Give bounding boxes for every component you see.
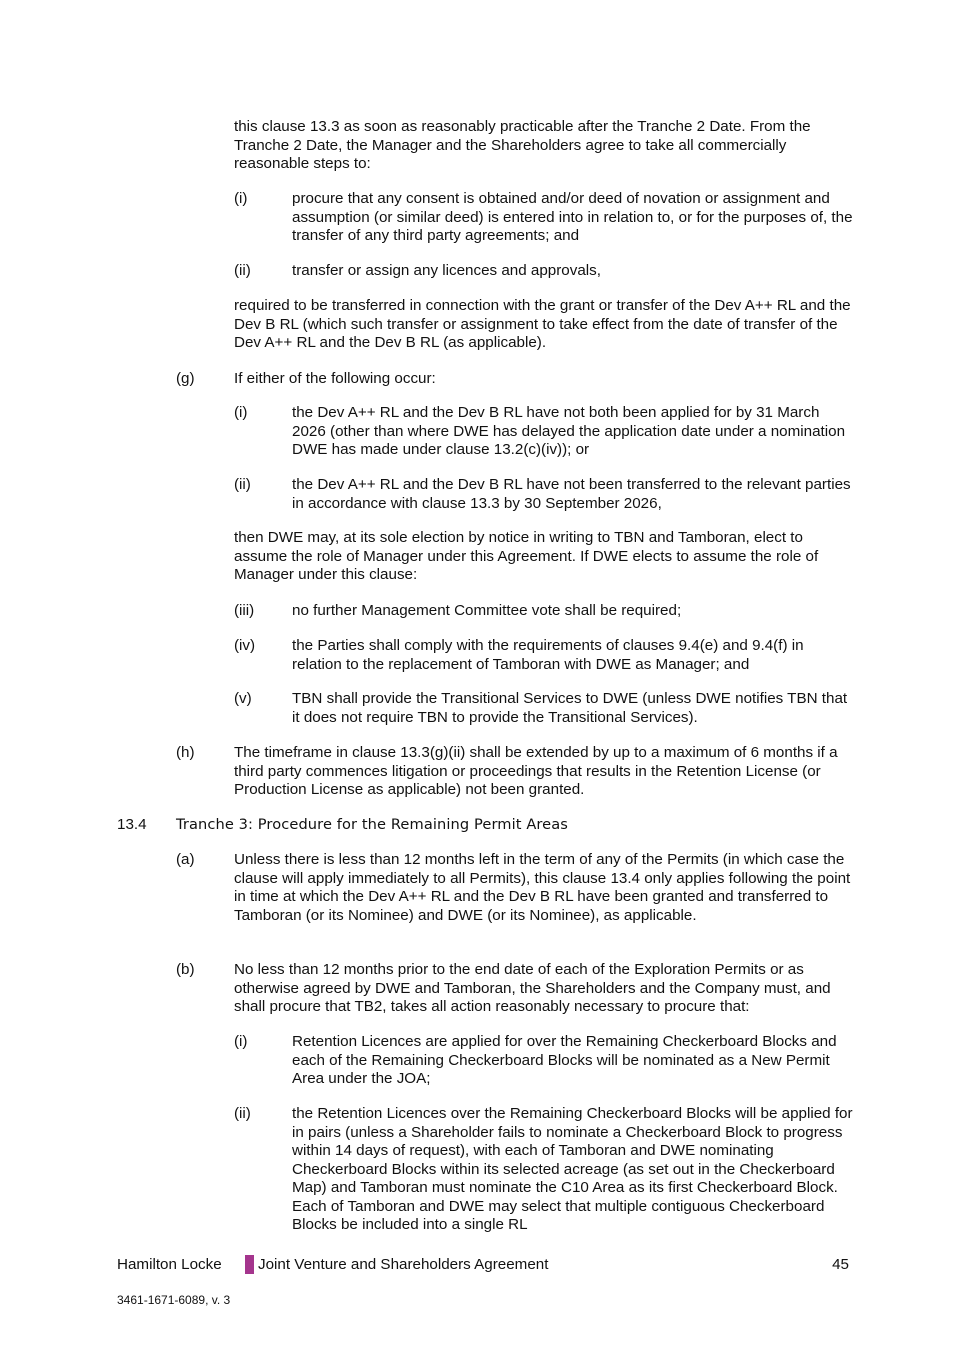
clause-b-label: (b)	[176, 961, 195, 978]
g-item-4-text: the Parties shall comply with the requirements of clauses 9.4(e) and 9.4(f) in relation to the replacement of Tamboran with DWE as Manager; and	[292, 637, 804, 673]
clause-g-label: (g)	[176, 370, 195, 387]
clause-b-text: No less than 12 months prior to the end date of each of the Exploration Permits or as otherwise agreed by DWE and Tamboran, the Shareholders and the Company must, and shall procure that TB2, takes all action reasonably necessary to procure that:	[234, 961, 831, 1015]
intro-paragraph: this clause 13.3 as soon as reasonably practicable after the Tranche 2 Date. From the Tranche 2 Date, the Manager and the Shareholders agree to take all commercially reasonable steps to:	[234, 118, 811, 172]
g-item-5-text: TBN shall provide the Transitional Services to DWE (unless DWE notifies TBN that it does not require TBN to provide the Transitional Services).	[292, 690, 848, 726]
footer-document-title: Joint Venture and Shareholders Agreement	[258, 1256, 549, 1273]
g-then-paragraph: then DWE may, at its sole election by notice in writing to TBN and Tamboran, elect to assume the role of Manager under this Agreement. If DWE elects to assume the role of Manager under this clause:	[234, 529, 819, 583]
b-item-1-label: (i)	[234, 1033, 248, 1050]
clause-a-label: (a)	[176, 851, 195, 868]
clause-g-text: If either of the following occur:	[234, 370, 436, 387]
section-number: 13.4	[117, 816, 147, 833]
f-item-2-label: (ii)	[234, 262, 251, 279]
f-tail-paragraph: required to be transferred in connection with the grant or transfer of the Dev A++ RL and the Dev B RL (which such transfer or assignment to take effect from the date of transfer of the Dev A++ RL and the Dev B RL (as applicable).	[234, 297, 851, 351]
section-title: Tranche 3: Procedure for the Remaining Permit Areas	[176, 816, 569, 833]
footer-accent-bar	[245, 1255, 254, 1274]
b-item-2-text: the Retention Licences over the Remaining Checkerboard Blocks will be applied for in pairs (unless a Shareholder fails to nominate a Checkerboard Block to progress within 14 days of request), with each of Tamboran and DWE nominating Checkerboard Blocks within its selected acreage (as set out in the Checkerboard Map) and Tamboran must nominate the C10 Area as its first Checkerboard Block. Each of Tamboran and DWE may select that multiple contiguous Checkerboard Blocks be included into a single RL	[292, 1105, 853, 1233]
g-item-2-text: the Dev A++ RL and the Dev B RL have not been transferred to the relevant parties in accordance with clause 13.3 by 30 September 2026,	[292, 476, 851, 512]
b-item-1-text: Retention Licences are applied for over the Remaining Checkerboard Blocks and each of the Remaining Checkerboard Blocks will be nominated as a New Permit Area under the JOA;	[292, 1033, 837, 1087]
f-item-1-text: procure that any consent is obtained and/or deed of novation or assignment and assumption (or similar deed) is entered into in relation to, or for the purposes of, the transfer of any third party agreements; and	[292, 190, 853, 244]
g-item-3-text: no further Management Committee vote shall be required;	[292, 602, 682, 619]
g-item-5-label: (v)	[234, 690, 252, 707]
clause-h-text: The timeframe in clause 13.3(g)(ii) shall be extended by up to a maximum of 6 months if a third party commences litigation or proceedings that results in the Retention License (or Production License as applicable) not been granted.	[234, 744, 838, 798]
g-item-3-label: (iii)	[234, 602, 255, 619]
f-item-1-label: (i)	[234, 190, 248, 207]
f-item-2-text: transfer or assign any licences and approvals,	[292, 262, 601, 279]
document-id: 3461-1671-6089, v. 3	[117, 1293, 231, 1307]
g-item-1-label: (i)	[234, 404, 248, 421]
b-item-2-label: (ii)	[234, 1105, 251, 1122]
g-item-4-label: (iv)	[234, 637, 256, 654]
clause-h-label: (h)	[176, 744, 195, 761]
g-item-1-text: the Dev A++ RL and the Dev B RL have not both been applied for by 31 March 2026 (other than where DWE has delayed the application date under a nomination DWE has made under clause 13.2(c)(iv)); or	[292, 404, 846, 458]
clause-a-text: Unless there is less than 12 months left in the term of any of the Permits (in which case the clause will apply immediately to all Permits), this clause 13.4 only applies following the point in time at which the Dev A++ RL and the Dev B RL have been granted and transferred to Tamboran (or its Nominee) and DWE (or its Nominee), as applicable.	[234, 851, 851, 924]
g-item-2-label: (ii)	[234, 476, 251, 493]
footer-firm-name: Hamilton Locke	[117, 1256, 222, 1273]
footer-page-number: 45	[832, 1256, 849, 1273]
